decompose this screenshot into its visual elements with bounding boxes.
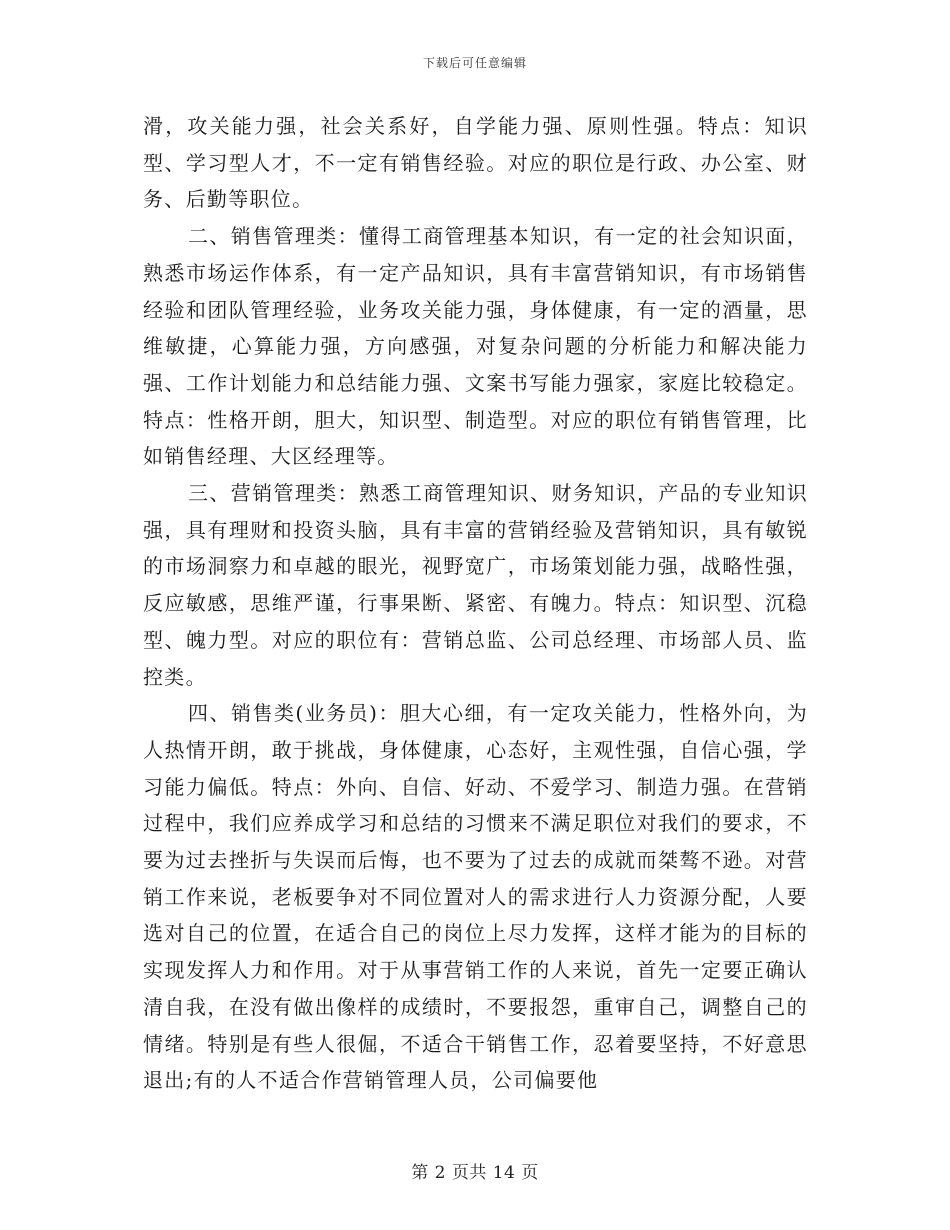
paragraph-sales-staff: 四、销售类(业务员)：胆大心细，有一定攻关能力，性格外向，为人热情开朗，敢于挑战，身体健康，心态好，主观性强，自信心强，学习能力偏低。特点：外向、自信、好动、不爱学习、制造力强。在营销过程中，我们应养成学习和总结的习惯来不满足职位对我们的要求，不要为过去挫折与失误而后悔，也不要为了过去的成就而桀骜不逊。对营销工作来说，老板要争对不同位置对人的需求进行人力资源分配，人要选对自己的位置，在适合自己的岗位上尽力发挥，这样才能为的目标的实现发挥人力和作用。对于从事营销工作的人来说，首先一定要正确认清自我，在没有做出像样的成绩时，不要报怨，重审自己，调整自己的情绪。特别是有些人很倔，不适合干销售工作，忍着要坚持，不好意思退出;有的人不适合作营销管理人员，公司偏要他	[143, 701, 808, 1093]
document-body	[143, 108, 808, 1099]
page-header-note: 下载后可任意编辑	[422, 56, 527, 70]
paragraph-continuation: 滑，攻关能力强，社会关系好，自学能力强、原则性强。特点：知识型、学习型人才，不一定有销售经验。对应的职位是行政、办公室、财务、后勤等职位。	[143, 114, 808, 212]
paragraph-marketing-management: 三、营销管理类：熟悉工商管理知识、财务知识，产品的专业知识强，具有理财和投资头脑，具有丰富的营销经验及营销知识，具有敏锐的市场洞察力和卓越的眼光，视野宽广，市场策划能力强，战略性强，反应敏感，思维严谨，行事果断、紧密、有魄力。特点：知识型、沉稳型、魄力型。对应的职位有：营销总监、公司总经理、市场部人员、监控类。	[143, 481, 808, 689]
paragraph-sales-management: 二、销售管理类：懂得工商管理基本知识，有一定的社会知识面，熟悉市场运作体系，有一定产品知识，具有丰富营销知识，有市场销售经验和团队管理经验，业务攻关能力强，身体健康，有一定的酒量，思维敏捷，心算能力强，方向感强，对复杂问题的分析能力和解决能力强、工作计划能力和总结能力强、文案书写能力强家，家庭比较稳定。特点：性格开朗，胆大，知识型、制造型。对应的职位有销售管理，比如销售经理、大区经理等。	[143, 224, 808, 469]
page-number: 第 2 页共 14 页	[411, 1163, 539, 1183]
